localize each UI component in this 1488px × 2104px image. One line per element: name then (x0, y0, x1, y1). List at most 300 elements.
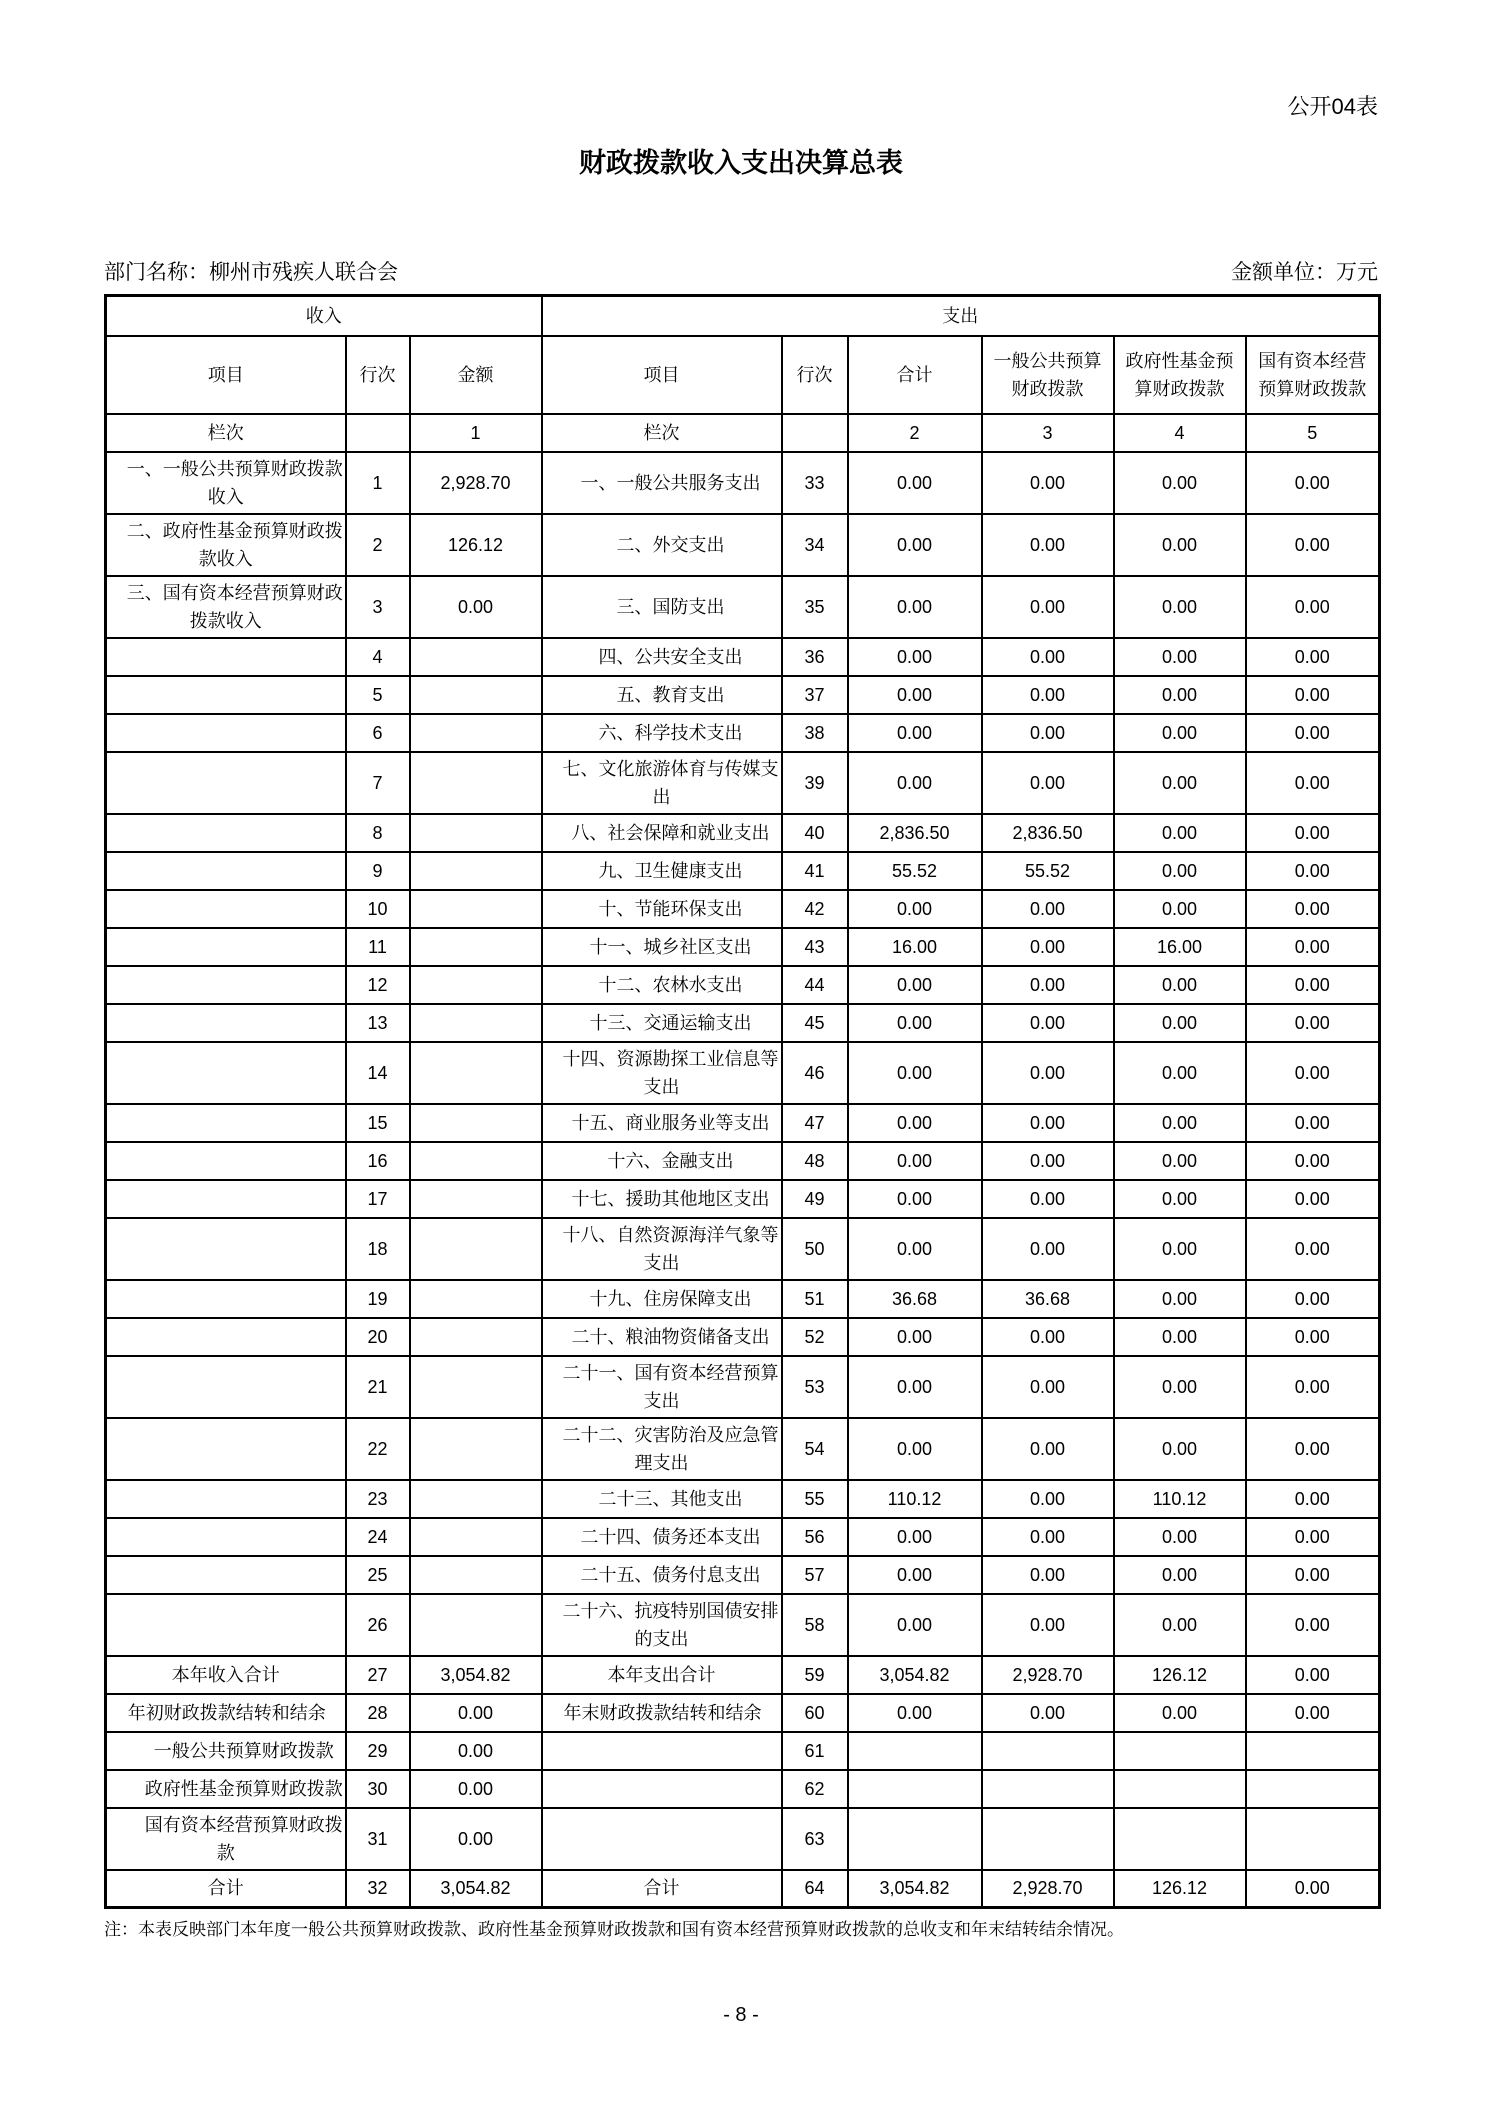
income-line-number-cell: 28 (346, 1694, 410, 1732)
expense-gov-fund-cell (1114, 1732, 1246, 1770)
table-row (106, 890, 1380, 928)
expense-total-cell: 0.00 (848, 1594, 982, 1656)
column-index-4: 4 (1114, 414, 1246, 452)
expense-gov-fund-cell (1114, 1770, 1246, 1808)
expense-gov-fund-cell: 0.00 (1114, 852, 1246, 890)
income-line-number-cell: 8 (346, 814, 410, 852)
expense-state-capital-header: 国有资本经营预算财政拨款 (1246, 336, 1380, 414)
expense-line-number-cell: 49 (782, 1180, 848, 1218)
expense-item-cell: 七、文化旅游体育与传媒支出 (542, 752, 782, 814)
expense-item-cell: 十二、农林水支出 (542, 966, 782, 1004)
expense-line-number-cell: 48 (782, 1142, 848, 1180)
income-item-cell: 国有资本经营预算财政拨款 (106, 1808, 346, 1870)
table-row (106, 1870, 1380, 1908)
expense-state-capital-cell: 0.00 (1246, 928, 1380, 966)
expense-general-budget-cell: 0.00 (982, 966, 1114, 1004)
expense-state-capital-cell: 0.00 (1246, 1280, 1380, 1318)
expense-gov-fund-header: 政府性基金预算财政拨款 (1114, 336, 1246, 414)
expense-gov-fund-cell: 0.00 (1114, 1418, 1246, 1480)
expense-line-number-cell: 40 (782, 814, 848, 852)
income-line-number-cell: 10 (346, 890, 410, 928)
expense-general-budget-cell: 36.68 (982, 1280, 1114, 1318)
expense-total-cell: 0.00 (848, 1694, 982, 1732)
expense-state-capital-cell (1246, 1732, 1380, 1770)
table-row (106, 514, 1380, 576)
expense-gov-fund-cell: 0.00 (1114, 1318, 1246, 1356)
expense-item-cell: 十七、援助其他地区支出 (542, 1180, 782, 1218)
expense-state-capital-cell: 0.00 (1246, 1418, 1380, 1480)
expense-line-number-cell: 63 (782, 1808, 848, 1870)
expense-general-budget-cell: 0.00 (982, 890, 1114, 928)
table-row (106, 752, 1380, 814)
expense-state-capital-cell: 0.00 (1246, 452, 1380, 514)
expense-general-budget-cell: 2,836.50 (982, 814, 1114, 852)
expense-state-capital-cell (1246, 1770, 1380, 1808)
table-row (106, 966, 1380, 1004)
expense-state-capital-cell: 0.00 (1246, 752, 1380, 814)
column-header-row (106, 336, 1380, 414)
expense-total-cell: 0.00 (848, 966, 982, 1004)
expense-total-cell: 55.52 (848, 852, 982, 890)
income-amount-cell (410, 752, 542, 814)
income-amount-header: 金额 (410, 336, 542, 414)
table-row (106, 1280, 1380, 1318)
income-amount-cell (410, 1556, 542, 1594)
expense-line-number-cell: 57 (782, 1556, 848, 1594)
expense-state-capital-cell (1246, 1808, 1380, 1870)
expense-item-cell: 三、国防支出 (542, 576, 782, 638)
expense-item-cell: 本年支出合计 (542, 1656, 782, 1694)
expense-gov-fund-cell: 0.00 (1114, 1356, 1246, 1418)
expense-line-number-cell: 59 (782, 1656, 848, 1694)
expense-total-cell: 0.00 (848, 1356, 982, 1418)
expense-line-number-cell: 60 (782, 1694, 848, 1732)
expense-item-cell: 十九、住房保障支出 (542, 1280, 782, 1318)
income-amount-cell (410, 1518, 542, 1556)
income-amount-cell (410, 676, 542, 714)
expense-general-budget-cell: 0.00 (982, 1594, 1114, 1656)
income-amount-cell (410, 1418, 542, 1480)
expense-state-capital-cell: 0.00 (1246, 1656, 1380, 1694)
expense-total-cell: 0.00 (848, 890, 982, 928)
expense-gov-fund-cell: 0.00 (1114, 1594, 1246, 1656)
income-amount-cell: 3,054.82 (410, 1656, 542, 1694)
expense-line-number-cell: 44 (782, 966, 848, 1004)
expense-state-capital-cell: 0.00 (1246, 1518, 1380, 1556)
expense-item-cell: 二、外交支出 (542, 514, 782, 576)
expense-item-cell: 八、社会保障和就业支出 (542, 814, 782, 852)
expense-item-cell: 二十、粮油物资储备支出 (542, 1318, 782, 1356)
income-amount-cell: 2,928.70 (410, 452, 542, 514)
income-item-cell (106, 1142, 346, 1180)
column-index-2: 2 (848, 414, 982, 452)
income-line-number-cell: 29 (346, 1732, 410, 1770)
column-index-row (106, 414, 1380, 452)
expense-item-cell: 五、教育支出 (542, 676, 782, 714)
expense-total-cell: 2,836.50 (848, 814, 982, 852)
expense-state-capital-cell: 0.00 (1246, 1218, 1380, 1280)
income-item-cell (106, 1518, 346, 1556)
income-line-number-cell: 12 (346, 966, 410, 1004)
expense-general-budget-cell: 0.00 (982, 1556, 1114, 1594)
table-row (106, 638, 1380, 676)
expense-item-cell: 十六、金融支出 (542, 1142, 782, 1180)
expense-general-budget-cell: 2,928.70 (982, 1870, 1114, 1908)
income-line-number-cell: 4 (346, 638, 410, 676)
section-header-row (106, 296, 1380, 336)
expense-gov-fund-cell: 126.12 (1114, 1656, 1246, 1694)
expense-general-budget-cell: 0.00 (982, 1694, 1114, 1732)
expense-line-number-cell: 41 (782, 852, 848, 890)
expense-gov-fund-cell: 0.00 (1114, 1556, 1246, 1594)
expense-line-number-cell: 61 (782, 1732, 848, 1770)
table-row (106, 814, 1380, 852)
expense-item-cell: 十、节能环保支出 (542, 890, 782, 928)
income-item-cell (106, 1356, 346, 1418)
expense-state-capital-cell: 0.00 (1246, 966, 1380, 1004)
income-item-cell: 合计 (106, 1870, 346, 1908)
income-line-number-cell: 18 (346, 1218, 410, 1280)
income-amount-cell: 3,054.82 (410, 1870, 542, 1908)
expense-general-budget-cell (982, 1770, 1114, 1808)
expense-gov-fund-cell: 0.00 (1114, 890, 1246, 928)
department-name: 部门名称：柳州市残疾人联合会 (104, 261, 398, 284)
income-item-cell (106, 1104, 346, 1142)
expense-general-budget-cell: 0.00 (982, 1180, 1114, 1218)
income-line-number-cell: 19 (346, 1280, 410, 1318)
expense-gov-fund-cell: 0.00 (1114, 814, 1246, 852)
income-item-header: 项目 (106, 336, 346, 414)
expense-total-cell: 0.00 (848, 1318, 982, 1356)
expense-general-budget-cell (982, 1732, 1114, 1770)
expense-line-number-cell: 58 (782, 1594, 848, 1656)
expense-line-number-cell: 52 (782, 1318, 848, 1356)
expense-gov-fund-cell: 0.00 (1114, 452, 1246, 514)
expense-gov-fund-cell: 0.00 (1114, 714, 1246, 752)
income-item-cell (106, 638, 346, 676)
expense-gov-fund-cell: 0.00 (1114, 1518, 1246, 1556)
expense-total-cell: 0.00 (848, 752, 982, 814)
income-amount-cell: 0.00 (410, 576, 542, 638)
table-row (106, 1418, 1380, 1480)
income-item-cell (106, 890, 346, 928)
table-row (106, 1180, 1380, 1218)
income-line-number-cell: 20 (346, 1318, 410, 1356)
table-row (106, 1318, 1380, 1356)
form-number-label: 公开04表 (1287, 94, 1378, 119)
income-line-number-cell: 17 (346, 1180, 410, 1218)
expense-item-cell: 二十二、灾害防治及应急管理支出 (542, 1418, 782, 1480)
table-row (106, 928, 1380, 966)
empty-header-cell (782, 414, 848, 452)
expense-general-budget-cell: 0.00 (982, 1518, 1114, 1556)
expense-state-capital-cell: 0.00 (1246, 1180, 1380, 1218)
expense-total-cell: 0.00 (848, 1042, 982, 1104)
expense-total-cell: 0.00 (848, 676, 982, 714)
expense-gov-fund-cell: 0.00 (1114, 1694, 1246, 1732)
expense-item-cell: 一、一般公共服务支出 (542, 452, 782, 514)
expense-item-cell: 十四、资源勘探工业信息等支出 (542, 1042, 782, 1104)
income-line-number-cell: 1 (346, 452, 410, 514)
income-line-number-cell: 24 (346, 1518, 410, 1556)
expense-item-cell: 二十三、其他支出 (542, 1480, 782, 1518)
table-row (106, 1732, 1380, 1770)
expense-general-budget-cell: 0.00 (982, 676, 1114, 714)
expense-total-cell: 0.00 (848, 514, 982, 576)
income-amount-cell (410, 852, 542, 890)
income-amount-cell (410, 1042, 542, 1104)
expense-state-capital-cell: 0.00 (1246, 576, 1380, 638)
expense-total-cell: 0.00 (848, 714, 982, 752)
expense-gov-fund-cell: 0.00 (1114, 514, 1246, 576)
table-row (106, 1104, 1380, 1142)
income-item-cell (106, 1418, 346, 1480)
income-line-number-cell: 2 (346, 514, 410, 576)
expense-state-capital-cell: 0.00 (1246, 1004, 1380, 1042)
expense-state-capital-cell: 0.00 (1246, 676, 1380, 714)
expense-state-capital-cell: 0.00 (1246, 1556, 1380, 1594)
table-row (106, 1808, 1380, 1870)
expense-line-number-cell: 36 (782, 638, 848, 676)
income-line-number-cell: 27 (346, 1656, 410, 1694)
expense-state-capital-cell: 0.00 (1246, 1104, 1380, 1142)
expense-total-cell: 0.00 (848, 1180, 982, 1218)
page-number: - 8 - (723, 2004, 759, 2026)
expense-total-cell: 0.00 (848, 1218, 982, 1280)
expense-state-capital-cell: 0.00 (1246, 1480, 1380, 1518)
expense-general-budget-cell: 0.00 (982, 576, 1114, 638)
income-item-cell (106, 1180, 346, 1218)
table-row (106, 1518, 1380, 1556)
income-line-number-cell: 15 (346, 1104, 410, 1142)
expense-total-cell: 3,054.82 (848, 1870, 982, 1908)
income-item-cell (106, 966, 346, 1004)
income-item-cell (106, 1280, 346, 1318)
table-row (106, 452, 1380, 514)
expense-state-capital-cell: 0.00 (1246, 638, 1380, 676)
expense-gov-fund-cell: 0.00 (1114, 1004, 1246, 1042)
expense-line-number-cell: 56 (782, 1518, 848, 1556)
empty-header-cell (346, 414, 410, 452)
expense-general-budget-cell (982, 1808, 1114, 1870)
income-item-cell (106, 752, 346, 814)
expense-line-number-cell: 64 (782, 1870, 848, 1908)
expense-gov-fund-cell: 110.12 (1114, 1480, 1246, 1518)
expense-state-capital-cell: 0.00 (1246, 514, 1380, 576)
income-line-number-cell: 13 (346, 1004, 410, 1042)
income-amount-cell (410, 1280, 542, 1318)
expense-general-budget-cell: 0.00 (982, 1218, 1114, 1280)
document-content (104, 0, 1378, 2029)
expense-state-capital-cell: 0.00 (1246, 714, 1380, 752)
income-amount-cell: 0.00 (410, 1808, 542, 1870)
expense-total-cell: 110.12 (848, 1480, 982, 1518)
expense-item-cell: 年末财政拨款结转和结余 (542, 1694, 782, 1732)
expense-section-header: 支出 (542, 296, 1380, 336)
income-amount-cell (410, 966, 542, 1004)
income-line-number-cell: 32 (346, 1870, 410, 1908)
income-item-cell (106, 1480, 346, 1518)
fiscal-appropriation-table (104, 294, 1381, 1909)
expense-total-cell: 0.00 (848, 1418, 982, 1480)
expense-total-cell: 0.00 (848, 576, 982, 638)
expense-general-budget-cell: 0.00 (982, 1104, 1114, 1142)
expense-item-cell: 四、公共安全支出 (542, 638, 782, 676)
income-line-number-cell: 11 (346, 928, 410, 966)
expense-state-capital-cell: 0.00 (1246, 1142, 1380, 1180)
table-row (106, 714, 1380, 752)
income-line-number-cell: 26 (346, 1594, 410, 1656)
expense-item-cell: 二十四、债务还本支出 (542, 1518, 782, 1556)
expense-column-index-label: 栏次 (542, 414, 782, 452)
expense-item-cell: 二十五、债务付息支出 (542, 1556, 782, 1594)
expense-total-cell: 0.00 (848, 1004, 982, 1042)
expense-general-budget-cell: 0.00 (982, 638, 1114, 676)
income-amount-cell (410, 1318, 542, 1356)
expense-line-number-cell: 55 (782, 1480, 848, 1518)
expense-line-number-cell: 34 (782, 514, 848, 576)
income-amount-cell: 0.00 (410, 1694, 542, 1732)
expense-item-cell (542, 1732, 782, 1770)
income-amount-cell (410, 638, 542, 676)
expense-line-number-cell: 45 (782, 1004, 848, 1042)
income-line-number-cell: 16 (346, 1142, 410, 1180)
expense-line-number-cell: 54 (782, 1418, 848, 1480)
table-body (106, 452, 1380, 1908)
expense-total-cell (848, 1808, 982, 1870)
income-item-cell: 本年收入合计 (106, 1656, 346, 1694)
expense-gov-fund-cell: 0.00 (1114, 1280, 1246, 1318)
expense-gov-fund-cell: 0.00 (1114, 1142, 1246, 1180)
income-amount-cell (410, 1104, 542, 1142)
income-item-cell: 一般公共预算财政拨款 (106, 1732, 346, 1770)
expense-line-number-cell: 35 (782, 576, 848, 638)
expense-gov-fund-cell: 16.00 (1114, 928, 1246, 966)
expense-line-number-cell: 62 (782, 1770, 848, 1808)
income-item-cell (106, 852, 346, 890)
expense-gov-fund-cell (1114, 1808, 1246, 1870)
expense-gov-fund-cell: 0.00 (1114, 676, 1246, 714)
expense-item-cell: 十三、交通运输支出 (542, 1004, 782, 1042)
income-amount-cell (410, 1142, 542, 1180)
income-item-cell (106, 1004, 346, 1042)
income-amount-cell (410, 814, 542, 852)
expense-state-capital-cell: 0.00 (1246, 1318, 1380, 1356)
income-line-number-cell: 31 (346, 1808, 410, 1870)
expense-line-number-header: 行次 (782, 336, 848, 414)
expense-line-number-cell: 39 (782, 752, 848, 814)
expense-general-budget-cell: 0.00 (982, 752, 1114, 814)
table-row (106, 1356, 1380, 1418)
expense-general-budget-cell: 0.00 (982, 1480, 1114, 1518)
expense-general-budget-cell: 0.00 (982, 514, 1114, 576)
income-amount-cell (410, 1480, 542, 1518)
document-title: 财政拨款收入支出决算总表 (579, 148, 903, 178)
expense-line-number-cell: 47 (782, 1104, 848, 1142)
income-amount-cell (410, 1004, 542, 1042)
table-row (106, 1656, 1380, 1694)
expense-gov-fund-cell: 126.12 (1114, 1870, 1246, 1908)
expense-state-capital-cell: 0.00 (1246, 852, 1380, 890)
expense-state-capital-cell: 0.00 (1246, 1356, 1380, 1418)
footnote: 注：本表反映部门本年度一般公共预算财政拨款、政府性基金预算财政拨款和国有资本经营预算财政拨款的总收支和年末结转结余情况。 (104, 1920, 1124, 1939)
expense-line-number-cell: 46 (782, 1042, 848, 1104)
income-line-number-cell: 30 (346, 1770, 410, 1808)
income-line-number-header: 行次 (346, 336, 410, 414)
income-item-cell (106, 1318, 346, 1356)
expense-state-capital-cell: 0.00 (1246, 1870, 1380, 1908)
expense-general-budget-cell: 0.00 (982, 1042, 1114, 1104)
table-row (106, 1142, 1380, 1180)
expense-item-cell (542, 1808, 782, 1870)
expense-general-budget-header: 一般公共预算财政拨款 (982, 336, 1114, 414)
income-line-number-cell: 22 (346, 1418, 410, 1480)
income-section-header: 收入 (106, 296, 542, 336)
income-line-number-cell: 9 (346, 852, 410, 890)
income-amount-cell: 0.00 (410, 1732, 542, 1770)
expense-item-cell: 二十一、国有资本经营预算支出 (542, 1356, 782, 1418)
income-line-number-cell: 5 (346, 676, 410, 714)
expense-total-cell (848, 1732, 982, 1770)
expense-general-budget-cell: 0.00 (982, 714, 1114, 752)
expense-general-budget-cell: 0.00 (982, 1418, 1114, 1480)
income-line-number-cell: 23 (346, 1480, 410, 1518)
table-row (106, 1004, 1380, 1042)
expense-item-cell: 十八、自然资源海洋气象等支出 (542, 1218, 782, 1280)
income-amount-cell (410, 1594, 542, 1656)
table-row (106, 1694, 1380, 1732)
income-item-cell: 政府性基金预算财政拨款 (106, 1770, 346, 1808)
table-row (106, 1480, 1380, 1518)
expense-item-cell (542, 1770, 782, 1808)
expense-total-cell (848, 1770, 982, 1808)
income-amount-cell: 126.12 (410, 514, 542, 576)
expense-item-header: 项目 (542, 336, 782, 414)
expense-gov-fund-cell: 0.00 (1114, 1104, 1246, 1142)
expense-line-number-cell: 43 (782, 928, 848, 966)
expense-item-cell: 十五、商业服务业等支出 (542, 1104, 782, 1142)
income-item-cell: 三、国有资本经营预算财政拨款收入 (106, 576, 346, 638)
expense-general-budget-cell: 2,928.70 (982, 1656, 1114, 1694)
expense-total-cell: 0.00 (848, 1104, 982, 1142)
income-amount-cell (410, 714, 542, 752)
income-item-cell: 二、政府性基金预算财政拨款收入 (106, 514, 346, 576)
expense-general-budget-cell: 0.00 (982, 1004, 1114, 1042)
expense-total-cell: 0.00 (848, 1518, 982, 1556)
column-index-5: 5 (1246, 414, 1380, 452)
expense-total-cell: 0.00 (848, 1556, 982, 1594)
income-line-number-cell: 14 (346, 1042, 410, 1104)
expense-line-number-cell: 51 (782, 1280, 848, 1318)
expense-line-number-cell: 50 (782, 1218, 848, 1280)
expense-general-budget-cell: 55.52 (982, 852, 1114, 890)
income-item-cell: 年初财政拨款结转和结余 (106, 1694, 346, 1732)
expense-gov-fund-cell: 0.00 (1114, 1180, 1246, 1218)
expense-item-cell: 十一、城乡社区支出 (542, 928, 782, 966)
expense-item-cell: 合计 (542, 1870, 782, 1908)
meta-row (104, 258, 1378, 288)
expense-general-budget-cell: 0.00 (982, 452, 1114, 514)
table-row (106, 1042, 1380, 1104)
income-amount-cell (410, 890, 542, 928)
income-column-index-label: 栏次 (106, 414, 346, 452)
income-item-cell: 一、一般公共预算财政拨款收入 (106, 452, 346, 514)
table-row (106, 1218, 1380, 1280)
expense-total-cell: 16.00 (848, 928, 982, 966)
expense-gov-fund-cell: 0.00 (1114, 1042, 1246, 1104)
expense-state-capital-cell: 0.00 (1246, 1694, 1380, 1732)
expense-line-number-cell: 33 (782, 452, 848, 514)
